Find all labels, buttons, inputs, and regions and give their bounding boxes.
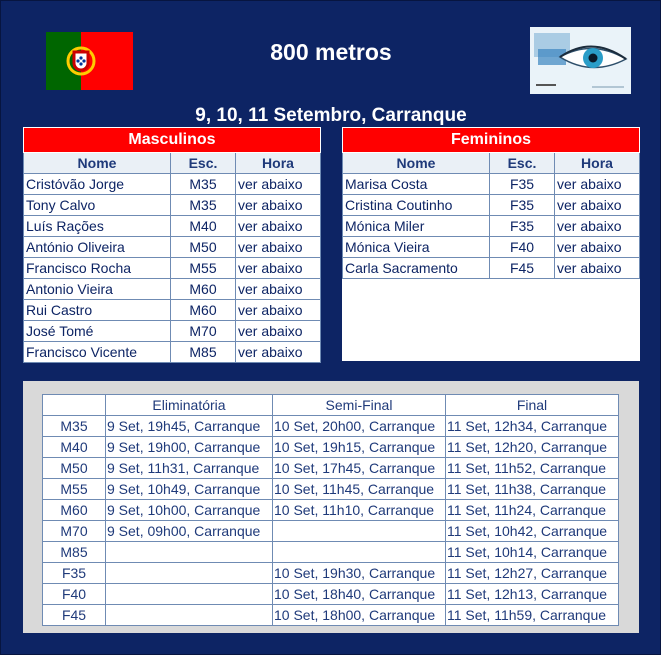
heat-cell: 9 Set, 11h31, Carranque	[106, 458, 273, 479]
age-category: F35	[490, 216, 555, 237]
semifinal-cell: 10 Set, 11h10, Carranque	[273, 500, 446, 521]
semifinal-cell: 10 Set, 20h00, Carranque	[273, 416, 446, 437]
time-note: ver abaixo	[555, 174, 640, 195]
column-header: Nome	[24, 153, 171, 174]
table-row	[24, 321, 321, 342]
age-category: F40	[490, 237, 555, 258]
column-header: Semi-Final	[273, 395, 446, 416]
table-row	[24, 258, 321, 279]
athlete-name: Cristóvão Jorge	[24, 174, 171, 195]
category-cell: M35	[43, 416, 106, 437]
semifinal-cell	[273, 521, 446, 542]
column-header	[43, 395, 106, 416]
athlete-name: Tony Calvo	[24, 195, 171, 216]
column-header: Esc.	[171, 153, 236, 174]
heat-cell	[106, 542, 273, 563]
age-category: M50	[171, 237, 236, 258]
table-row	[43, 584, 619, 605]
page-title: 800 metros	[270, 39, 392, 65]
age-category: F45	[490, 258, 555, 279]
time-note: ver abaixo	[555, 195, 640, 216]
time-note: ver abaixo	[236, 174, 321, 195]
table-row	[43, 605, 619, 626]
athlete-name: Mónica Vieira	[343, 237, 490, 258]
table-row	[24, 342, 321, 363]
column-header: Eliminatória	[106, 395, 273, 416]
athlete-name: Marisa Costa	[343, 174, 490, 195]
heat-cell: 9 Set, 09h00, Carranque	[106, 521, 273, 542]
schedule-panel	[23, 381, 639, 633]
heat-cell	[106, 605, 273, 626]
column-header: Hora	[555, 153, 640, 174]
time-note: ver abaixo	[236, 300, 321, 321]
table-row	[43, 521, 619, 542]
age-category: M35	[171, 174, 236, 195]
men-heading: Masculinos	[24, 128, 321, 153]
table-row	[43, 458, 619, 479]
table-row	[343, 237, 640, 258]
category-cell: F35	[43, 563, 106, 584]
time-note: ver abaixo	[236, 321, 321, 342]
final-cell: 11 Set, 11h24, Carranque	[446, 500, 619, 521]
heat-cell	[106, 563, 273, 584]
age-category: M60	[171, 279, 236, 300]
table-row	[343, 258, 640, 279]
women-heading: Femininos	[343, 128, 640, 153]
table-row	[24, 300, 321, 321]
time-note: ver abaixo	[236, 342, 321, 363]
age-category: M70	[171, 321, 236, 342]
athlete-name: Carla Sacramento	[343, 258, 490, 279]
final-cell: 11 Set, 12h13, Carranque	[446, 584, 619, 605]
age-category: M40	[171, 216, 236, 237]
category-cell: M70	[43, 521, 106, 542]
table-row	[24, 279, 321, 300]
table-row	[24, 195, 321, 216]
column-header: Nome	[343, 153, 490, 174]
final-cell: 11 Set, 10h42, Carranque	[446, 521, 619, 542]
table-row	[24, 216, 321, 237]
column-header: Hora	[236, 153, 321, 174]
age-category: F35	[490, 174, 555, 195]
column-header: Esc.	[490, 153, 555, 174]
table-row	[24, 174, 321, 195]
category-cell: M55	[43, 479, 106, 500]
semifinal-cell: 10 Set, 18h40, Carranque	[273, 584, 446, 605]
table-row	[24, 237, 321, 258]
heat-cell: 9 Set, 10h00, Carranque	[106, 500, 273, 521]
category-cell: F40	[43, 584, 106, 605]
women-roster	[342, 127, 640, 361]
table-row	[43, 563, 619, 584]
category-cell: M60	[43, 500, 106, 521]
age-category: M55	[171, 258, 236, 279]
final-cell: 11 Set, 11h52, Carranque	[446, 458, 619, 479]
time-note: ver abaixo	[555, 258, 640, 279]
table-row	[343, 195, 640, 216]
column-header: Final	[446, 395, 619, 416]
table-row	[43, 500, 619, 521]
category-cell: M85	[43, 542, 106, 563]
athlete-name: Mónica Miler	[343, 216, 490, 237]
final-cell: 11 Set, 11h38, Carranque	[446, 479, 619, 500]
athlete-name: Francisco Rocha	[24, 258, 171, 279]
event-dates: 9, 10, 11 Setembro, Carranque	[195, 105, 467, 126]
semifinal-cell: 10 Set, 19h30, Carranque	[273, 563, 446, 584]
women-table	[342, 127, 640, 279]
schedule-table	[42, 394, 619, 626]
age-category: M60	[171, 300, 236, 321]
category-cell: F45	[43, 605, 106, 626]
age-category: M35	[171, 195, 236, 216]
table-row	[343, 216, 640, 237]
heat-cell: 9 Set, 19h45, Carranque	[106, 416, 273, 437]
final-cell: 11 Set, 12h20, Carranque	[446, 437, 619, 458]
table-row	[43, 437, 619, 458]
athlete-name: Francisco Vicente	[24, 342, 171, 363]
athlete-name: Luís Rações	[24, 216, 171, 237]
semifinal-cell	[273, 542, 446, 563]
athlete-name: José Tomé	[24, 321, 171, 342]
semifinal-cell: 10 Set, 18h00, Carranque	[273, 605, 446, 626]
table-row	[343, 174, 640, 195]
time-note: ver abaixo	[236, 279, 321, 300]
heat-cell: 9 Set, 10h49, Carranque	[106, 479, 273, 500]
time-note: ver abaixo	[555, 216, 640, 237]
final-cell: 11 Set, 12h27, Carranque	[446, 563, 619, 584]
age-category: M85	[171, 342, 236, 363]
table-row	[43, 542, 619, 563]
time-note: ver abaixo	[236, 195, 321, 216]
portugal-flag-icon	[46, 32, 133, 90]
time-note: ver abaixo	[236, 216, 321, 237]
men-roster	[23, 127, 321, 361]
athlete-name: Rui Castro	[24, 300, 171, 321]
final-cell: 11 Set, 11h59, Carranque	[446, 605, 619, 626]
time-note: ver abaixo	[236, 258, 321, 279]
category-cell: M40	[43, 437, 106, 458]
athlete-name: Antonio Vieira	[24, 279, 171, 300]
final-cell: 11 Set, 10h14, Carranque	[446, 542, 619, 563]
time-note: ver abaixo	[236, 237, 321, 258]
semifinal-cell: 10 Set, 19h15, Carranque	[273, 437, 446, 458]
table-row	[43, 416, 619, 437]
heat-cell: 9 Set, 19h00, Carranque	[106, 437, 273, 458]
final-cell: 11 Set, 12h34, Carranque	[446, 416, 619, 437]
category-cell: M50	[43, 458, 106, 479]
athlete-name: António Oliveira	[24, 237, 171, 258]
table-row	[43, 479, 619, 500]
semifinal-cell: 10 Set, 17h45, Carranque	[273, 458, 446, 479]
athlete-name: Cristina Coutinho	[343, 195, 490, 216]
men-table	[23, 127, 321, 363]
event-logo-icon	[530, 27, 631, 94]
age-category: F35	[490, 195, 555, 216]
heat-cell	[106, 584, 273, 605]
semifinal-cell: 10 Set, 11h45, Carranque	[273, 479, 446, 500]
time-note: ver abaixo	[555, 237, 640, 258]
